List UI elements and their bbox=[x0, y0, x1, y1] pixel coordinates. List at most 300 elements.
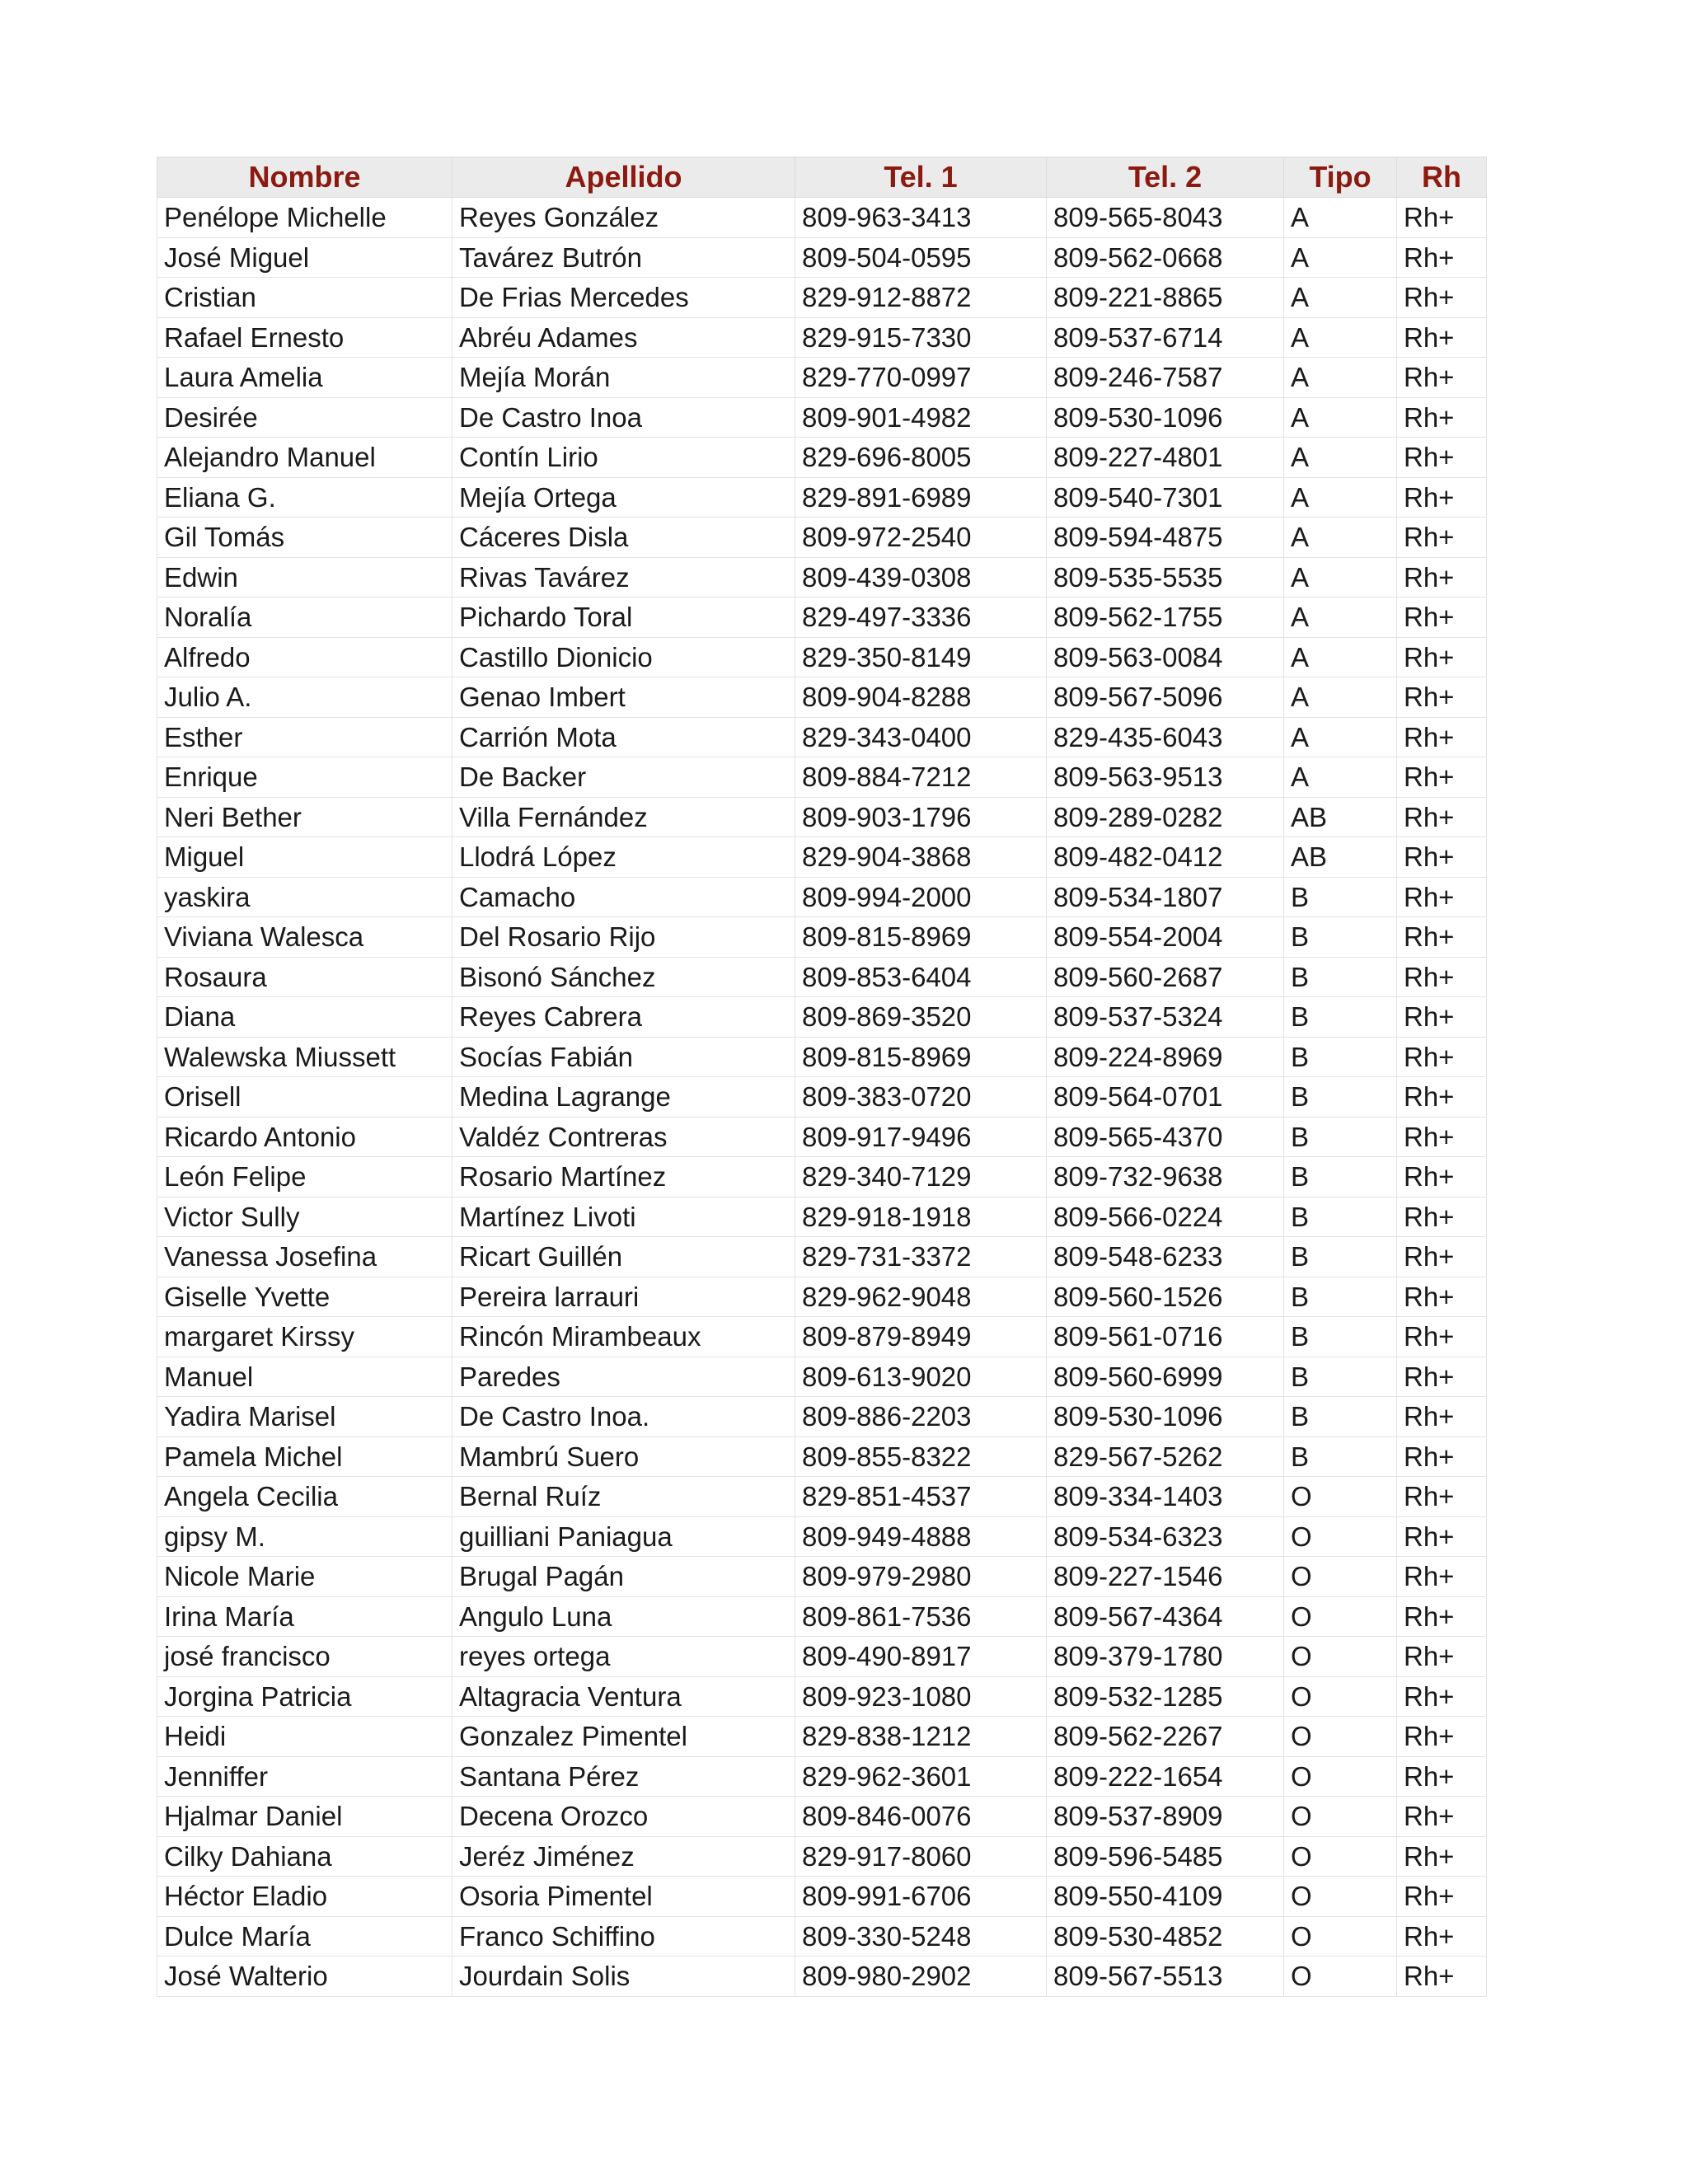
cell-tel-1: 809-994-2000 bbox=[795, 877, 1047, 917]
cell-tipo: O bbox=[1284, 1836, 1397, 1877]
cell-nombre: Nicole Marie bbox=[157, 1557, 452, 1597]
cell-tel-1: 829-904-3868 bbox=[795, 837, 1047, 878]
table-row bbox=[157, 198, 1487, 238]
cell-apellido: Socías Fabián bbox=[452, 1037, 795, 1077]
cell-nombre: Eliana G. bbox=[157, 477, 452, 518]
cell-tel-2: 809-530-1096 bbox=[1047, 1397, 1284, 1437]
cell-rh: Rh+ bbox=[1397, 1596, 1487, 1637]
table-row bbox=[157, 1277, 1487, 1317]
cell-tel-2: 829-567-5262 bbox=[1047, 1436, 1284, 1477]
cell-tel-2: 809-537-8909 bbox=[1047, 1797, 1284, 1837]
cell-rh: Rh+ bbox=[1397, 677, 1487, 718]
table-row bbox=[157, 1237, 1487, 1277]
cell-tel-1: 829-851-4537 bbox=[795, 1477, 1047, 1517]
cell-tel-1: 809-917-9496 bbox=[795, 1117, 1047, 1157]
cell-tipo: A bbox=[1284, 358, 1397, 398]
cell-nombre: Orisell bbox=[157, 1077, 452, 1118]
cell-rh: Rh+ bbox=[1397, 1557, 1487, 1597]
cell-tipo: O bbox=[1284, 1916, 1397, 1957]
table-row bbox=[157, 757, 1487, 798]
cell-tel-1: 809-991-6706 bbox=[795, 1877, 1047, 1917]
cell-tipo: O bbox=[1284, 1557, 1397, 1597]
cell-tel-2: 809-537-5324 bbox=[1047, 997, 1284, 1038]
cell-nombre: Alejandro Manuel bbox=[157, 438, 452, 478]
cell-tel-2: 809-534-6323 bbox=[1047, 1516, 1284, 1557]
table-row bbox=[157, 1717, 1487, 1757]
cell-apellido: Abréu Adames bbox=[452, 317, 795, 358]
cell-tel-1: 809-853-6404 bbox=[795, 957, 1047, 997]
cell-nombre: Julio A. bbox=[157, 677, 452, 718]
cell-tipo: A bbox=[1284, 438, 1397, 478]
cell-tel-2: 809-532-1285 bbox=[1047, 1676, 1284, 1717]
table-row bbox=[157, 1157, 1487, 1197]
table-row bbox=[157, 1436, 1487, 1477]
cell-tipo: O bbox=[1284, 1477, 1397, 1517]
table-row bbox=[157, 598, 1487, 638]
cell-tel-2: 809-482-0412 bbox=[1047, 837, 1284, 878]
cell-nombre: Dulce María bbox=[157, 1916, 452, 1957]
cell-rh: Rh+ bbox=[1397, 1037, 1487, 1077]
cell-tipo: B bbox=[1284, 1357, 1397, 1397]
cell-nombre: Angela Cecilia bbox=[157, 1477, 452, 1517]
cell-rh: Rh+ bbox=[1397, 1516, 1487, 1557]
cell-nombre: Penélope Michelle bbox=[157, 198, 452, 238]
cell-apellido: Llodrá López bbox=[452, 837, 795, 878]
cell-apellido: De Castro Inoa. bbox=[452, 1397, 795, 1437]
cell-apellido: Del Rosario Rijo bbox=[452, 917, 795, 958]
cell-tel-1: 809-879-8949 bbox=[795, 1317, 1047, 1357]
cell-rh: Rh+ bbox=[1397, 717, 1487, 757]
cell-tel-2: 809-562-2267 bbox=[1047, 1717, 1284, 1757]
table-row bbox=[157, 837, 1487, 878]
cell-apellido: Villa Fernández bbox=[452, 797, 795, 837]
cell-tipo: AB bbox=[1284, 837, 1397, 878]
cell-apellido: Rivas Tavárez bbox=[452, 557, 795, 598]
cell-rh: Rh+ bbox=[1397, 317, 1487, 358]
cell-tel-2: 809-567-5513 bbox=[1047, 1957, 1284, 1997]
cell-tel-2: 809-563-0084 bbox=[1047, 637, 1284, 677]
cell-rh: Rh+ bbox=[1397, 1676, 1487, 1717]
cell-apellido: Jeréz Jiménez bbox=[452, 1836, 795, 1877]
table-row bbox=[157, 1117, 1487, 1157]
cell-tipo: A bbox=[1284, 317, 1397, 358]
cell-apellido: Bisonó Sánchez bbox=[452, 957, 795, 997]
table-row bbox=[157, 1957, 1487, 1997]
cell-nombre: Yadira Marisel bbox=[157, 1397, 452, 1437]
cell-apellido: Bernal Ruíz bbox=[452, 1477, 795, 1517]
cell-tipo: O bbox=[1284, 1516, 1397, 1557]
cell-rh: Rh+ bbox=[1397, 1637, 1487, 1677]
cell-tel-1: 809-980-2902 bbox=[795, 1957, 1047, 1997]
table-row bbox=[157, 1836, 1487, 1877]
cell-tipo: AB bbox=[1284, 797, 1397, 837]
cell-apellido: Angulo Luna bbox=[452, 1596, 795, 1637]
cell-tipo: A bbox=[1284, 717, 1397, 757]
cell-rh: Rh+ bbox=[1397, 1877, 1487, 1917]
cell-tel-2: 809-596-5485 bbox=[1047, 1836, 1284, 1877]
cell-rh: Rh+ bbox=[1397, 198, 1487, 238]
cell-rh: Rh+ bbox=[1397, 1436, 1487, 1477]
cell-tel-2: 809-548-6233 bbox=[1047, 1237, 1284, 1277]
cell-nombre: Esther bbox=[157, 717, 452, 757]
cell-tel-1: 809-949-4888 bbox=[795, 1516, 1047, 1557]
cell-rh: Rh+ bbox=[1397, 757, 1487, 798]
cell-tel-1: 829-962-3601 bbox=[795, 1756, 1047, 1797]
cell-tipo: B bbox=[1284, 877, 1397, 917]
cell-tel-1: 809-815-8969 bbox=[795, 1037, 1047, 1077]
cell-rh: Rh+ bbox=[1397, 877, 1487, 917]
cell-tel-2: 809-540-7301 bbox=[1047, 477, 1284, 518]
cell-tipo: B bbox=[1284, 1077, 1397, 1118]
cell-nombre: Pamela Michel bbox=[157, 1436, 452, 1477]
cell-apellido: Pereira larrauri bbox=[452, 1277, 795, 1317]
cell-tel-2: 809-550-4109 bbox=[1047, 1877, 1284, 1917]
cell-tel-1: 829-912-8872 bbox=[795, 278, 1047, 318]
cell-nombre: Miguel bbox=[157, 837, 452, 878]
cell-tel-1: 829-891-6989 bbox=[795, 477, 1047, 518]
cell-tipo: O bbox=[1284, 1957, 1397, 1997]
cell-tipo: O bbox=[1284, 1756, 1397, 1797]
cell-nombre: Alfredo bbox=[157, 637, 452, 677]
cell-tipo: A bbox=[1284, 757, 1397, 798]
cell-nombre: Hjalmar Daniel bbox=[157, 1797, 452, 1837]
cell-tel-2: 809-289-0282 bbox=[1047, 797, 1284, 837]
cell-apellido: Jourdain Solis bbox=[452, 1957, 795, 1997]
cell-rh: Rh+ bbox=[1397, 1397, 1487, 1437]
cell-tel-1: 809-884-7212 bbox=[795, 757, 1047, 798]
table-row bbox=[157, 677, 1487, 718]
cell-nombre: Victor Sully bbox=[157, 1197, 452, 1237]
table-row bbox=[157, 797, 1487, 837]
cell-apellido: Gonzalez Pimentel bbox=[452, 1717, 795, 1757]
table-row bbox=[157, 317, 1487, 358]
cell-tel-1: 809-504-0595 bbox=[795, 237, 1047, 278]
cell-tel-1: 809-846-0076 bbox=[795, 1797, 1047, 1837]
cell-tipo: A bbox=[1284, 557, 1397, 598]
cell-tipo: B bbox=[1284, 1436, 1397, 1477]
header-tel-1: Tel. 1 bbox=[795, 157, 1047, 198]
table-row bbox=[157, 637, 1487, 677]
cell-tel-1: 809-901-4982 bbox=[795, 397, 1047, 438]
cell-apellido: Genao Imbert bbox=[452, 677, 795, 718]
cell-tipo: B bbox=[1284, 957, 1397, 997]
table-row bbox=[157, 997, 1487, 1038]
cell-tel-1: 809-613-9020 bbox=[795, 1357, 1047, 1397]
table-row bbox=[157, 1916, 1487, 1957]
cell-nombre: Noralía bbox=[157, 598, 452, 638]
cell-rh: Rh+ bbox=[1397, 957, 1487, 997]
cell-nombre: Rafael Ernesto bbox=[157, 317, 452, 358]
cell-apellido: Santana Pérez bbox=[452, 1756, 795, 1797]
cell-tipo: O bbox=[1284, 1637, 1397, 1677]
cell-tipo: A bbox=[1284, 598, 1397, 638]
cell-rh: Rh+ bbox=[1397, 557, 1487, 598]
header-nombre: Nombre bbox=[157, 157, 452, 198]
cell-rh: Rh+ bbox=[1397, 1237, 1487, 1277]
cell-nombre: Cristian bbox=[157, 278, 452, 318]
cell-tel-2: 809-222-1654 bbox=[1047, 1756, 1284, 1797]
cell-nombre: Diana bbox=[157, 997, 452, 1038]
cell-tel-2: 809-224-8969 bbox=[1047, 1037, 1284, 1077]
cell-apellido: Martínez Livoti bbox=[452, 1197, 795, 1237]
cell-tel-2: 809-246-7587 bbox=[1047, 358, 1284, 398]
cell-tel-2: 809-560-2687 bbox=[1047, 957, 1284, 997]
cell-tipo: A bbox=[1284, 397, 1397, 438]
cell-apellido: Brugal Pagán bbox=[452, 1557, 795, 1597]
cell-tipo: A bbox=[1284, 477, 1397, 518]
cell-tel-2: 829-435-6043 bbox=[1047, 717, 1284, 757]
cell-tel-1: 809-923-1080 bbox=[795, 1676, 1047, 1717]
table-row bbox=[157, 1877, 1487, 1917]
cell-rh: Rh+ bbox=[1397, 1317, 1487, 1357]
cell-nombre: José Walterio bbox=[157, 1957, 452, 1997]
cell-nombre: Edwin bbox=[157, 557, 452, 598]
cell-apellido: De Frias Mercedes bbox=[452, 278, 795, 318]
cell-tel-1: 809-490-8917 bbox=[795, 1637, 1047, 1677]
table-row bbox=[157, 1516, 1487, 1557]
cell-tel-1: 809-861-7536 bbox=[795, 1596, 1047, 1637]
cell-tel-1: 809-815-8969 bbox=[795, 917, 1047, 958]
cell-nombre: Vanessa Josefina bbox=[157, 1237, 452, 1277]
cell-tel-1: 809-330-5248 bbox=[795, 1916, 1047, 1957]
cell-tipo: A bbox=[1284, 278, 1397, 318]
cell-apellido: Reyes Cabrera bbox=[452, 997, 795, 1038]
cell-tel-1: 829-915-7330 bbox=[795, 317, 1047, 358]
cell-rh: Rh+ bbox=[1397, 397, 1487, 438]
cell-tipo: O bbox=[1284, 1676, 1397, 1717]
cell-apellido: Decena Orozco bbox=[452, 1797, 795, 1837]
cell-tel-1: 829-696-8005 bbox=[795, 438, 1047, 478]
cell-tel-2: 809-594-4875 bbox=[1047, 518, 1284, 558]
table-row bbox=[157, 1317, 1487, 1357]
table-row bbox=[157, 397, 1487, 438]
cell-rh: Rh+ bbox=[1397, 1077, 1487, 1118]
cell-tel-2: 809-560-6999 bbox=[1047, 1357, 1284, 1397]
cell-tipo: A bbox=[1284, 198, 1397, 238]
cell-tipo: B bbox=[1284, 1037, 1397, 1077]
cell-nombre: León Felipe bbox=[157, 1157, 452, 1197]
cell-tipo: B bbox=[1284, 1397, 1397, 1437]
cell-nombre: Jorgina Patricia bbox=[157, 1676, 452, 1717]
header-tel-2: Tel. 2 bbox=[1047, 157, 1284, 198]
cell-tel-1: 829-962-9048 bbox=[795, 1277, 1047, 1317]
cell-tel-2: 809-562-1755 bbox=[1047, 598, 1284, 638]
table-row bbox=[157, 1797, 1487, 1837]
cell-nombre: Viviana Walesca bbox=[157, 917, 452, 958]
table-row bbox=[157, 1477, 1487, 1517]
cell-apellido: Pichardo Toral bbox=[452, 598, 795, 638]
cell-apellido: Ricart Guillén bbox=[452, 1237, 795, 1277]
cell-tel-1: 809-963-3413 bbox=[795, 198, 1047, 238]
cell-rh: Rh+ bbox=[1397, 997, 1487, 1038]
table-row bbox=[157, 477, 1487, 518]
table-row bbox=[157, 1676, 1487, 1717]
cell-tel-2: 809-227-1546 bbox=[1047, 1557, 1284, 1597]
cell-rh: Rh+ bbox=[1397, 1117, 1487, 1157]
cell-rh: Rh+ bbox=[1397, 237, 1487, 278]
cell-tel-1: 829-350-8149 bbox=[795, 637, 1047, 677]
cell-nombre: Ricardo Antonio bbox=[157, 1117, 452, 1157]
cell-tel-1: 829-838-1212 bbox=[795, 1717, 1047, 1757]
cell-nombre: Héctor Eladio bbox=[157, 1877, 452, 1917]
table-row bbox=[157, 717, 1487, 757]
cell-tel-1: 809-903-1796 bbox=[795, 797, 1047, 837]
cell-tel-2: 809-379-1780 bbox=[1047, 1637, 1284, 1677]
cell-nombre: yaskira bbox=[157, 877, 452, 917]
cell-nombre: josé francisco bbox=[157, 1637, 452, 1677]
cell-tel-2: 809-732-9638 bbox=[1047, 1157, 1284, 1197]
cell-rh: Rh+ bbox=[1397, 518, 1487, 558]
cell-apellido: Reyes González bbox=[452, 198, 795, 238]
cell-nombre: Walewska Miussett bbox=[157, 1037, 452, 1077]
cell-nombre: Neri Bether bbox=[157, 797, 452, 837]
cell-tipo: A bbox=[1284, 518, 1397, 558]
cell-apellido: Carrión Mota bbox=[452, 717, 795, 757]
cell-nombre: margaret Kirssy bbox=[157, 1317, 452, 1357]
cell-tel-1: 829-770-0997 bbox=[795, 358, 1047, 398]
cell-tel-2: 809-565-4370 bbox=[1047, 1117, 1284, 1157]
cell-apellido: Contín Lirio bbox=[452, 438, 795, 478]
cell-rh: Rh+ bbox=[1397, 438, 1487, 478]
cell-apellido: Tavárez Butrón bbox=[452, 237, 795, 278]
cell-rh: Rh+ bbox=[1397, 1717, 1487, 1757]
cell-apellido: De Castro Inoa bbox=[452, 397, 795, 438]
table-row bbox=[157, 278, 1487, 318]
cell-tipo: A bbox=[1284, 637, 1397, 677]
cell-rh: Rh+ bbox=[1397, 1277, 1487, 1317]
cell-tel-2: 809-564-0701 bbox=[1047, 1077, 1284, 1118]
cell-tel-2: 809-221-8865 bbox=[1047, 278, 1284, 318]
cell-apellido: Paredes bbox=[452, 1357, 795, 1397]
cell-tel-1: 809-855-8322 bbox=[795, 1436, 1047, 1477]
cell-rh: Rh+ bbox=[1397, 1797, 1487, 1837]
table-row bbox=[157, 877, 1487, 917]
cell-nombre: Gil Tomás bbox=[157, 518, 452, 558]
table-row bbox=[157, 1357, 1487, 1397]
cell-tel-2: 809-537-6714 bbox=[1047, 317, 1284, 358]
cell-rh: Rh+ bbox=[1397, 917, 1487, 958]
cell-rh: Rh+ bbox=[1397, 1957, 1487, 1997]
cell-apellido: Altagracia Ventura bbox=[452, 1676, 795, 1717]
table-row bbox=[157, 917, 1487, 958]
cell-apellido: Franco Schiffino bbox=[452, 1916, 795, 1957]
cell-rh: Rh+ bbox=[1397, 1836, 1487, 1877]
cell-nombre: Giselle Yvette bbox=[157, 1277, 452, 1317]
cell-tipo: B bbox=[1284, 1157, 1397, 1197]
cell-tipo: A bbox=[1284, 237, 1397, 278]
cell-tel-2: 809-567-5096 bbox=[1047, 677, 1284, 718]
cell-tel-1: 809-979-2980 bbox=[795, 1557, 1047, 1597]
cell-nombre: Heidi bbox=[157, 1717, 452, 1757]
cell-rh: Rh+ bbox=[1397, 358, 1487, 398]
table-row bbox=[157, 237, 1487, 278]
cell-tel-1: 829-340-7129 bbox=[795, 1157, 1047, 1197]
cell-tel-1: 809-869-3520 bbox=[795, 997, 1047, 1038]
cell-tipo: O bbox=[1284, 1797, 1397, 1837]
cell-apellido: Mambrú Suero bbox=[452, 1436, 795, 1477]
cell-tel-2: 809-560-1526 bbox=[1047, 1277, 1284, 1317]
cell-tel-2: 809-534-1807 bbox=[1047, 877, 1284, 917]
cell-tel-1: 809-904-8288 bbox=[795, 677, 1047, 718]
cell-tel-2: 809-334-1403 bbox=[1047, 1477, 1284, 1517]
cell-rh: Rh+ bbox=[1397, 797, 1487, 837]
cell-tipo: B bbox=[1284, 1277, 1397, 1317]
header-row bbox=[157, 157, 1487, 198]
cell-apellido: reyes ortega bbox=[452, 1637, 795, 1677]
cell-rh: Rh+ bbox=[1397, 1477, 1487, 1517]
table-row bbox=[157, 1077, 1487, 1118]
cell-tel-1: 829-497-3336 bbox=[795, 598, 1047, 638]
cell-tel-2: 809-565-8043 bbox=[1047, 198, 1284, 238]
cell-tipo: B bbox=[1284, 1117, 1397, 1157]
cell-apellido: Camacho bbox=[452, 877, 795, 917]
cell-tel-1: 809-439-0308 bbox=[795, 557, 1047, 598]
cell-rh: Rh+ bbox=[1397, 1756, 1487, 1797]
cell-tel-2: 809-562-0668 bbox=[1047, 237, 1284, 278]
cell-nombre: Manuel bbox=[157, 1357, 452, 1397]
cell-apellido: De Backer bbox=[452, 757, 795, 798]
cell-apellido: Mejía Morán bbox=[452, 358, 795, 398]
cell-rh: Rh+ bbox=[1397, 1916, 1487, 1957]
table-row bbox=[157, 518, 1487, 558]
cell-apellido: guilliani Paniagua bbox=[452, 1516, 795, 1557]
cell-tel-1: 809-972-2540 bbox=[795, 518, 1047, 558]
cell-tipo: A bbox=[1284, 677, 1397, 718]
cell-tel-2: 809-554-2004 bbox=[1047, 917, 1284, 958]
cell-tel-2: 809-535-5535 bbox=[1047, 557, 1284, 598]
cell-tel-2: 809-530-4852 bbox=[1047, 1916, 1284, 1957]
cell-rh: Rh+ bbox=[1397, 837, 1487, 878]
cell-tel-2: 809-566-0224 bbox=[1047, 1197, 1284, 1237]
cell-rh: Rh+ bbox=[1397, 1357, 1487, 1397]
cell-apellido: Rosario Martínez bbox=[452, 1157, 795, 1197]
cell-tel-1: 809-383-0720 bbox=[795, 1077, 1047, 1118]
cell-tipo: O bbox=[1284, 1596, 1397, 1637]
cell-nombre: Rosaura bbox=[157, 957, 452, 997]
table-row bbox=[157, 1557, 1487, 1597]
cell-apellido: Castillo Dionicio bbox=[452, 637, 795, 677]
cell-rh: Rh+ bbox=[1397, 477, 1487, 518]
table-row bbox=[157, 1397, 1487, 1437]
cell-rh: Rh+ bbox=[1397, 637, 1487, 677]
cell-rh: Rh+ bbox=[1397, 1157, 1487, 1197]
table-row bbox=[157, 1197, 1487, 1237]
cell-nombre: gipsy M. bbox=[157, 1516, 452, 1557]
table-row bbox=[157, 358, 1487, 398]
cell-tel-2: 809-530-1096 bbox=[1047, 397, 1284, 438]
cell-tipo: B bbox=[1284, 1237, 1397, 1277]
cell-nombre: Jenniffer bbox=[157, 1756, 452, 1797]
cell-tel-2: 809-563-9513 bbox=[1047, 757, 1284, 798]
cell-tipo: B bbox=[1284, 997, 1397, 1038]
cell-tipo: B bbox=[1284, 1317, 1397, 1357]
cell-tipo: O bbox=[1284, 1717, 1397, 1757]
cell-apellido: Medina Lagrange bbox=[452, 1077, 795, 1118]
cell-rh: Rh+ bbox=[1397, 1197, 1487, 1237]
table-row bbox=[157, 1037, 1487, 1077]
cell-apellido: Osoria Pimentel bbox=[452, 1877, 795, 1917]
cell-nombre: Enrique bbox=[157, 757, 452, 798]
contacts-table bbox=[157, 157, 1487, 1997]
cell-nombre: Cilky Dahiana bbox=[157, 1836, 452, 1877]
table-row bbox=[157, 1637, 1487, 1677]
table-row bbox=[157, 1756, 1487, 1797]
cell-tipo: O bbox=[1284, 1877, 1397, 1917]
header-tipo: Tipo bbox=[1284, 157, 1397, 198]
cell-apellido: Valdéz Contreras bbox=[452, 1117, 795, 1157]
cell-tel-2: 809-227-4801 bbox=[1047, 438, 1284, 478]
table-row bbox=[157, 557, 1487, 598]
